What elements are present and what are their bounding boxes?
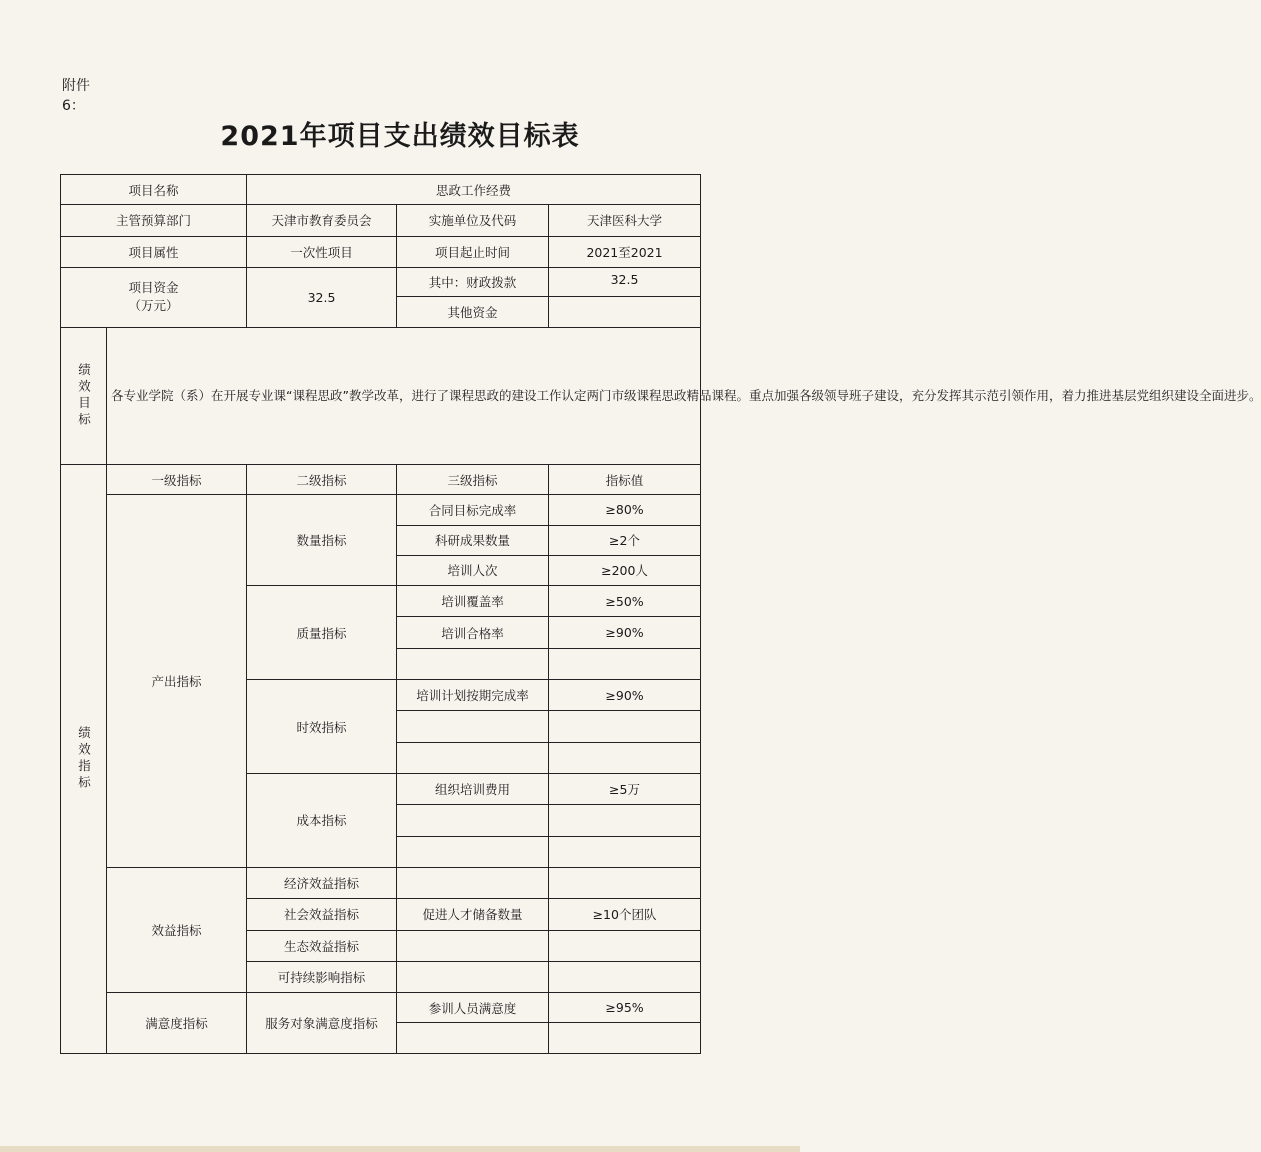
empty-cell	[397, 711, 549, 742]
empty-cell	[549, 742, 701, 773]
attachment-label: 附件6：	[62, 78, 90, 114]
s1-name: 促进人才储备数量	[397, 899, 549, 930]
table-row	[61, 867, 701, 898]
other-funds-label: 其他资金	[397, 297, 549, 327]
table-row	[61, 236, 701, 267]
empty-cell	[549, 836, 701, 867]
header-level2: 二级指标	[247, 464, 397, 494]
empty-cell	[549, 711, 701, 742]
table-row	[61, 327, 701, 464]
satisfaction-indicator: 满意度指标	[107, 993, 247, 1054]
q3-value: ≥200人	[549, 555, 701, 585]
table-row	[61, 267, 701, 296]
empty-cell	[549, 961, 701, 992]
s1-value: ≥10个团队	[549, 899, 701, 930]
attr-value: 一次性项目	[247, 236, 397, 267]
header-value: 指标值	[549, 464, 701, 494]
empty-cell	[549, 648, 701, 679]
empty-cell	[549, 867, 701, 898]
empty-cell	[397, 961, 549, 992]
goal-label: 绩效目标	[61, 327, 107, 464]
ecological-indicator: 生态效益指标	[247, 930, 397, 961]
output-indicator: 产出指标	[107, 495, 247, 868]
sat1-name: 参训人员满意度	[397, 993, 549, 1023]
ql1-value: ≥50%	[549, 586, 701, 617]
performance-table-wrapper	[60, 174, 1261, 1054]
header-level1: 一级指标	[107, 464, 247, 494]
sat1-value: ≥95%	[549, 993, 701, 1023]
empty-cell	[397, 805, 549, 836]
t1-name: 培训计划按期完成率	[397, 680, 549, 711]
indicators-label: 绩效指标	[61, 464, 107, 1053]
economic-indicator: 经济效益指标	[247, 867, 397, 898]
empty-cell	[397, 648, 549, 679]
table-row	[61, 464, 701, 494]
empty-cell	[397, 836, 549, 867]
unit-value: 天津医科大学	[549, 205, 701, 236]
table-row	[61, 495, 701, 525]
ql2-name: 培训合格率	[397, 617, 549, 648]
quality-indicator: 质量指标	[247, 586, 397, 680]
quantity-indicator: 数量指标	[247, 495, 397, 586]
empty-cell	[549, 1023, 701, 1054]
c1-name: 组织培训费用	[397, 773, 549, 804]
period-value: 2021至2021	[549, 236, 701, 267]
funds-label: 项目资金 （万元）	[61, 267, 247, 327]
goal-text: 各专业学院（系）在开展专业课“课程思政”教学改革，进行了课程思政的建设工作认定两门市级课程思政精品课程。重点加强各级领导班子建设，充分发挥其示范引领作用，着力推进基层党组织建设全面进步。	[107, 327, 701, 464]
project-name-label: 项目名称	[61, 175, 247, 205]
ql2-value: ≥90%	[549, 617, 701, 648]
project-name-value: 思政工作经费	[247, 175, 701, 205]
paper-edge	[0, 1146, 800, 1152]
social-indicator: 社会效益指标	[247, 899, 397, 930]
dept-value: 天津市教育委员会	[247, 205, 397, 236]
c1-value: ≥5万	[549, 773, 701, 804]
empty-cell	[397, 930, 549, 961]
table-row	[61, 205, 701, 236]
timeliness-indicator: 时效指标	[247, 680, 397, 774]
empty-cell	[549, 805, 701, 836]
page-title: 2021年项目支出绩效目标表	[220, 121, 580, 152]
unit-label: 实施单位及代码	[397, 205, 549, 236]
q1-value: ≥80%	[549, 495, 701, 525]
benefit-indicator: 效益指标	[107, 867, 247, 992]
attr-label: 项目属性	[61, 236, 247, 267]
empty-cell	[397, 742, 549, 773]
empty-cell	[549, 930, 701, 961]
sustainable-indicator: 可持续影响指标	[247, 961, 397, 992]
header-level3: 三级指标	[397, 464, 549, 494]
empty-cell	[397, 867, 549, 898]
q1-name: 合同目标完成率	[397, 495, 549, 525]
fiscal-label: 其中：财政拨款	[397, 267, 549, 296]
q3-name: 培训人次	[397, 555, 549, 585]
period-label: 项目起止时间	[397, 236, 549, 267]
performance-table	[60, 174, 1261, 1054]
funds-value: 32.5	[247, 267, 397, 327]
empty-cell	[397, 1023, 549, 1054]
q2-name: 科研成果数量	[397, 525, 549, 555]
t1-value: ≥90%	[549, 680, 701, 711]
table-row	[61, 993, 701, 1023]
q2-value: ≥2个	[549, 525, 701, 555]
fiscal-value: 32.5	[549, 267, 701, 296]
dept-label: 主管预算部门	[61, 205, 247, 236]
cost-indicator: 成本指标	[247, 773, 397, 867]
ql1-name: 培训覆盖率	[397, 586, 549, 617]
service-satisfaction-indicator: 服务对象满意度指标	[247, 993, 397, 1054]
other-funds-value	[549, 297, 701, 327]
table-row	[61, 175, 701, 205]
